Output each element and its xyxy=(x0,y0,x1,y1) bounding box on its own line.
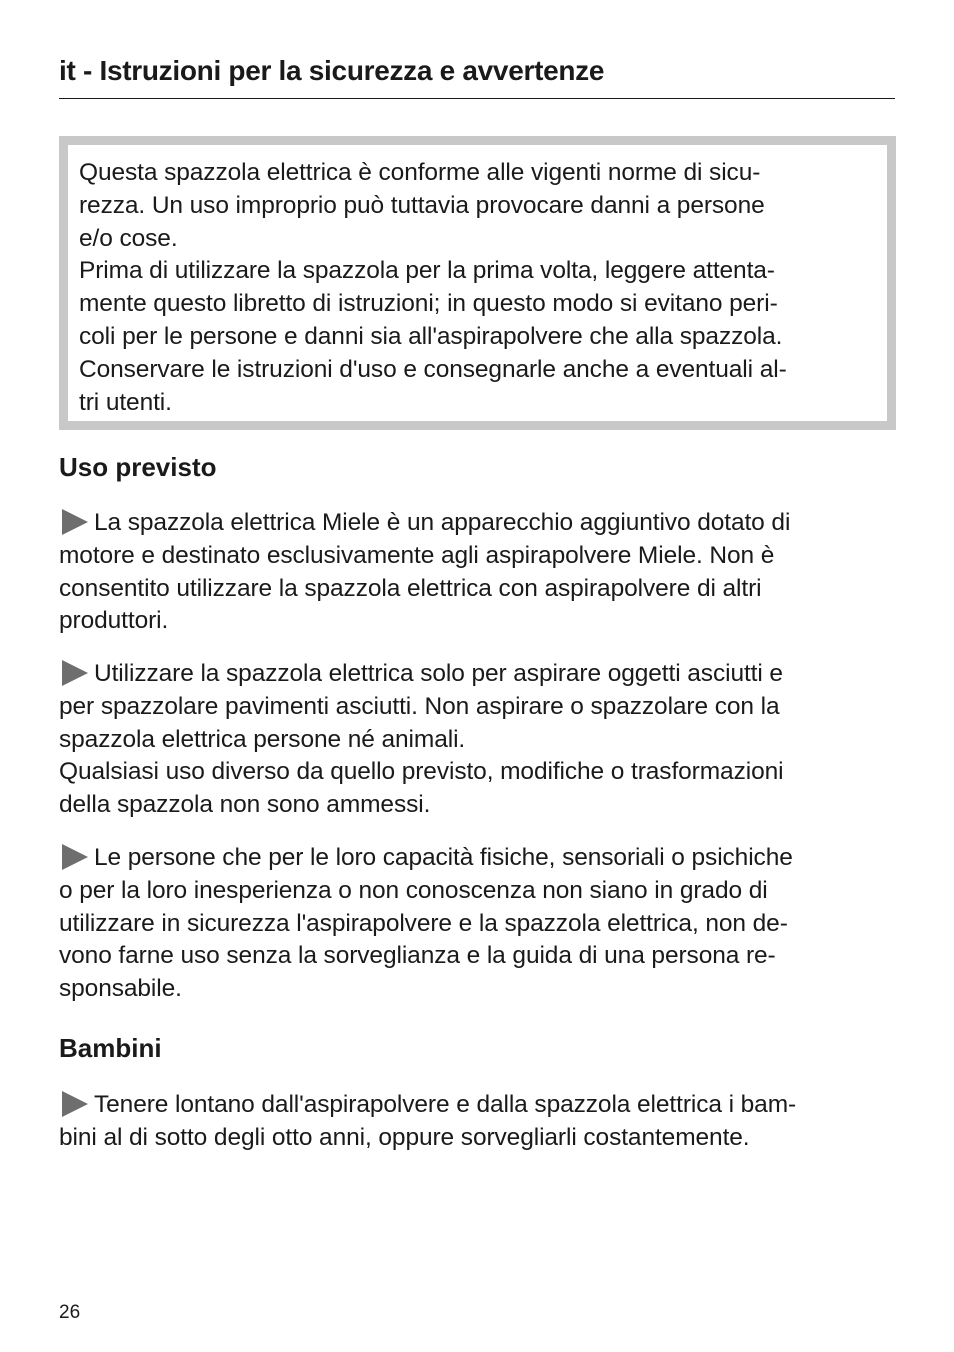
list-item-text: Tenere lontano dall'aspirapolvere e dalla spazzola elettrica i bam- bini al di sotto degli otto anni, oppure sorvegliarli costantemente. xyxy=(59,1091,797,1151)
section-heading-bambini: Bambini xyxy=(59,1033,162,1063)
triangle-right-icon xyxy=(62,844,88,870)
list-item xyxy=(59,1089,909,1155)
safety-notice-text: Questa spazzola elettrica è conforme alle vigenti norme di sicu- rezza. Un uso improprio può tuttavia provocare danni a persone e/o cose. Prima di utilizzare la spazzola per la prima volta, leggere attenta- mente questo libretto di istruzioni; in questo modo si evitano peri- coli per le persone e danni sia all'aspirapolvere che alla spazzola. Conservare le istruzioni d'uso e consegnarle anche a eventuali al- tri utenti. xyxy=(79,159,787,416)
safety-notice-box xyxy=(59,136,896,430)
list-item-text: Utilizzare la spazzola elettrica solo per aspirare oggetti asciutti e per spazzolare pavimenti asciutti. Non aspirare o spazzolare con la spazzola elettrica persone né animali. Qualsiasi uso diverso da quello previsto, modifiche o trasformazioni della spazzola non sono ammessi. xyxy=(59,660,784,819)
page-header xyxy=(59,52,895,99)
triangle-right-icon xyxy=(62,509,88,535)
section-heading-uso-previsto: Uso previsto xyxy=(59,452,217,482)
list-item xyxy=(59,507,909,638)
list-item xyxy=(59,842,909,1006)
page-title: it - Istruzioni per la sicurezza e avvertenze xyxy=(59,55,605,86)
triangle-right-icon xyxy=(62,1091,88,1117)
page-number: 26 xyxy=(59,1302,81,1323)
list-item-text: La spazzola elettrica Miele è un apparecchio aggiuntivo dotato di motore e destinato esclusivamente agli aspirapolvere Miele. Non è consentito utilizzare la spazzola elettrica con aspirapolvere di altri produttori. xyxy=(59,509,791,635)
list-item xyxy=(59,658,909,822)
list-item-text: Le persone che per le loro capacità fisiche, sensoriali o psichiche o per la loro inesperienza o non conoscenza non siano in grado di utilizzare in sicurezza l'aspirapolvere e la spazzola elettrica, non de- vono farne uso senza la sorveglianza e la guida di una persona re- sponsabile. xyxy=(59,844,793,1003)
triangle-right-icon xyxy=(62,660,88,686)
